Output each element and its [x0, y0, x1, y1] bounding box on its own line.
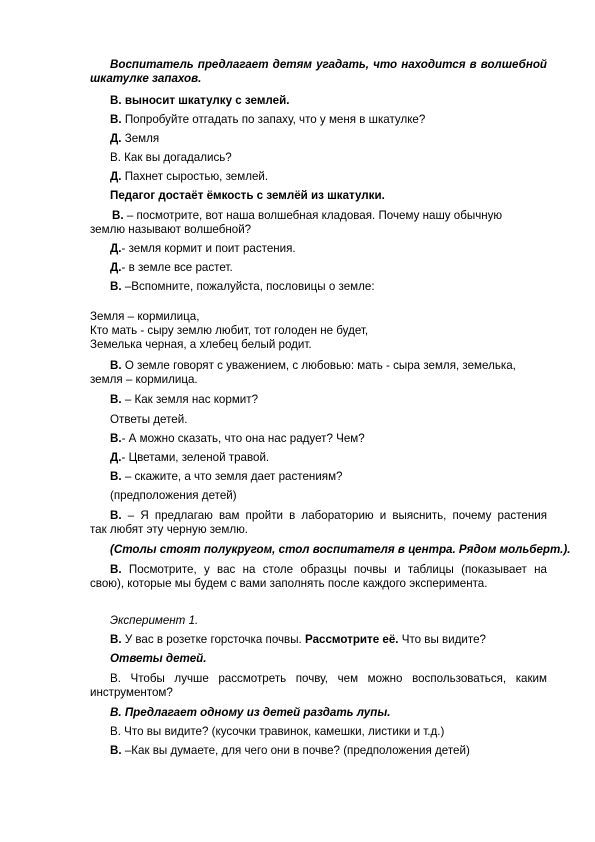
speaker-label: В.	[110, 744, 122, 757]
action-bring-box: В. выносит шкатулку с землей.	[110, 94, 290, 107]
dialogue-line	[110, 242, 296, 256]
dialogue-text: - в земле все растет.	[121, 261, 233, 274]
dialogue-line	[110, 744, 470, 758]
dialogue-line-cont: инструментом?	[90, 686, 173, 699]
dialogue-text: –Вспомните, пожалуйста, пословицы о земле:	[121, 280, 375, 293]
dialogue-line	[110, 563, 547, 577]
dialogue-line	[110, 113, 425, 127]
speaker-label: В.	[110, 509, 122, 522]
speaker-label: В.	[110, 633, 122, 646]
speaker-label: В.	[110, 359, 122, 372]
dialogue-text: Земля	[121, 132, 160, 145]
dialogue-text: – Я предлагаю вам пройти в лабораторию и выяснить, почему растения	[121, 509, 547, 522]
dialogue-line	[110, 132, 159, 146]
dialogue-text: - Цветами, зеленой травой.	[121, 451, 270, 464]
speaker-label: В.	[110, 280, 122, 293]
dialogue-line	[110, 280, 375, 294]
speaker-label: В.	[110, 113, 122, 126]
speaker-label: Д.	[110, 261, 122, 274]
speaker-label: В.	[110, 432, 122, 445]
dialogue-text: – посмотрите, вот наша волшебная кладовая. Почему нашу обычную	[123, 209, 503, 222]
dialogue-line	[110, 451, 269, 465]
dialogue-line: В. Чтобы лучше рассмотреть почву, чем можно воспользоваться, каким	[110, 672, 547, 685]
dialogue-text: Посмотрите, у вас на столе образцы почвы и таблицы (показывает на	[121, 563, 547, 576]
proverb-line: Земля – кормилица,	[90, 310, 200, 323]
dialogue-emphasis: Рассмотрите её.	[305, 633, 399, 646]
dialogue-line-cont: землю называют волшебной?	[90, 223, 252, 236]
dialogue-text: - земля кормит и поит растения.	[121, 242, 296, 255]
note-line: (предположения детей)	[110, 489, 237, 502]
stage-direction: (Столы стоят полукругом, стол воспитателя в центра. Рядом мольберт.).	[110, 543, 571, 556]
dialogue-line: В. Как вы догадались?	[110, 151, 232, 164]
dialogue-line	[110, 261, 233, 275]
dialogue-line	[110, 470, 343, 484]
experiment-heading: Эксперимент 1.	[110, 614, 199, 627]
note-line: Ответы детей.	[110, 413, 188, 426]
speaker-label: Д.	[110, 451, 122, 464]
intro-line-2: шкатулке запахов.	[90, 72, 202, 85]
intro-line-1: Воспитатель предлагает детям угадать, что находится в волшебной	[110, 58, 547, 71]
speaker-label: В.	[110, 470, 122, 483]
dialogue-line	[110, 170, 268, 184]
proverb-line: Земелька черная, а хлебец белый родит.	[90, 338, 312, 351]
proverb-line: Кто мать - сыру землю любит, тот голоден не будет,	[90, 324, 369, 337]
dialogue-line	[112, 209, 502, 223]
action-take-out: Педагог достаёт ёмкость с землёй из шкатулки.	[110, 189, 385, 202]
dialogue-text: Пахнет сыростью, землей.	[121, 170, 269, 183]
stage-direction: В. Предлагает одному из детей раздать лупы.	[110, 706, 391, 719]
speaker-label: В.	[112, 209, 124, 222]
dialogue-line-cont: так любят эту черную землю.	[90, 523, 249, 536]
speaker-label: Д.	[110, 170, 122, 183]
dialogue-text: –Как вы думаете, для чего они в почве? (предположения детей)	[121, 744, 470, 757]
speaker-label: Д.	[110, 132, 122, 145]
dialogue-text: - А можно сказать, что она нас радует? Чем?	[121, 432, 365, 445]
speaker-label: В.	[110, 563, 122, 576]
speaker-label: В.	[110, 393, 122, 406]
dialogue-text: Попробуйте отгадать по запаху, что у меня в шкатулке?	[121, 113, 426, 126]
dialogue-text: У вас в розетке горсточка почвы.	[121, 633, 305, 646]
dialogue-line-cont: земля – кормилица.	[90, 373, 198, 386]
speaker-label: Д.	[110, 242, 122, 255]
dialogue-text: – скажите, а что земля дает растениям?	[121, 470, 343, 483]
dialogue-line	[110, 359, 516, 373]
dialogue-line-cont: свою), которые мы будем с вами заполнять после каждого эксперимента.	[90, 577, 488, 590]
dialogue-line	[110, 393, 258, 407]
dialogue-line	[110, 432, 365, 446]
dialogue-text: – Как земля нас кормит?	[121, 393, 259, 406]
dialogue-text: Что вы видите?	[398, 633, 486, 646]
dialogue-line	[110, 633, 486, 647]
dialogue-text: О земле говорят с уважением, с любовью: мать - сыра земля, земелька,	[121, 359, 516, 372]
dialogue-line	[110, 509, 547, 523]
dialogue-line: В. Что вы видите? (кусочки травинок, камешки, листики и т.д.)	[110, 725, 445, 738]
note-line: Ответы детей.	[110, 652, 207, 665]
